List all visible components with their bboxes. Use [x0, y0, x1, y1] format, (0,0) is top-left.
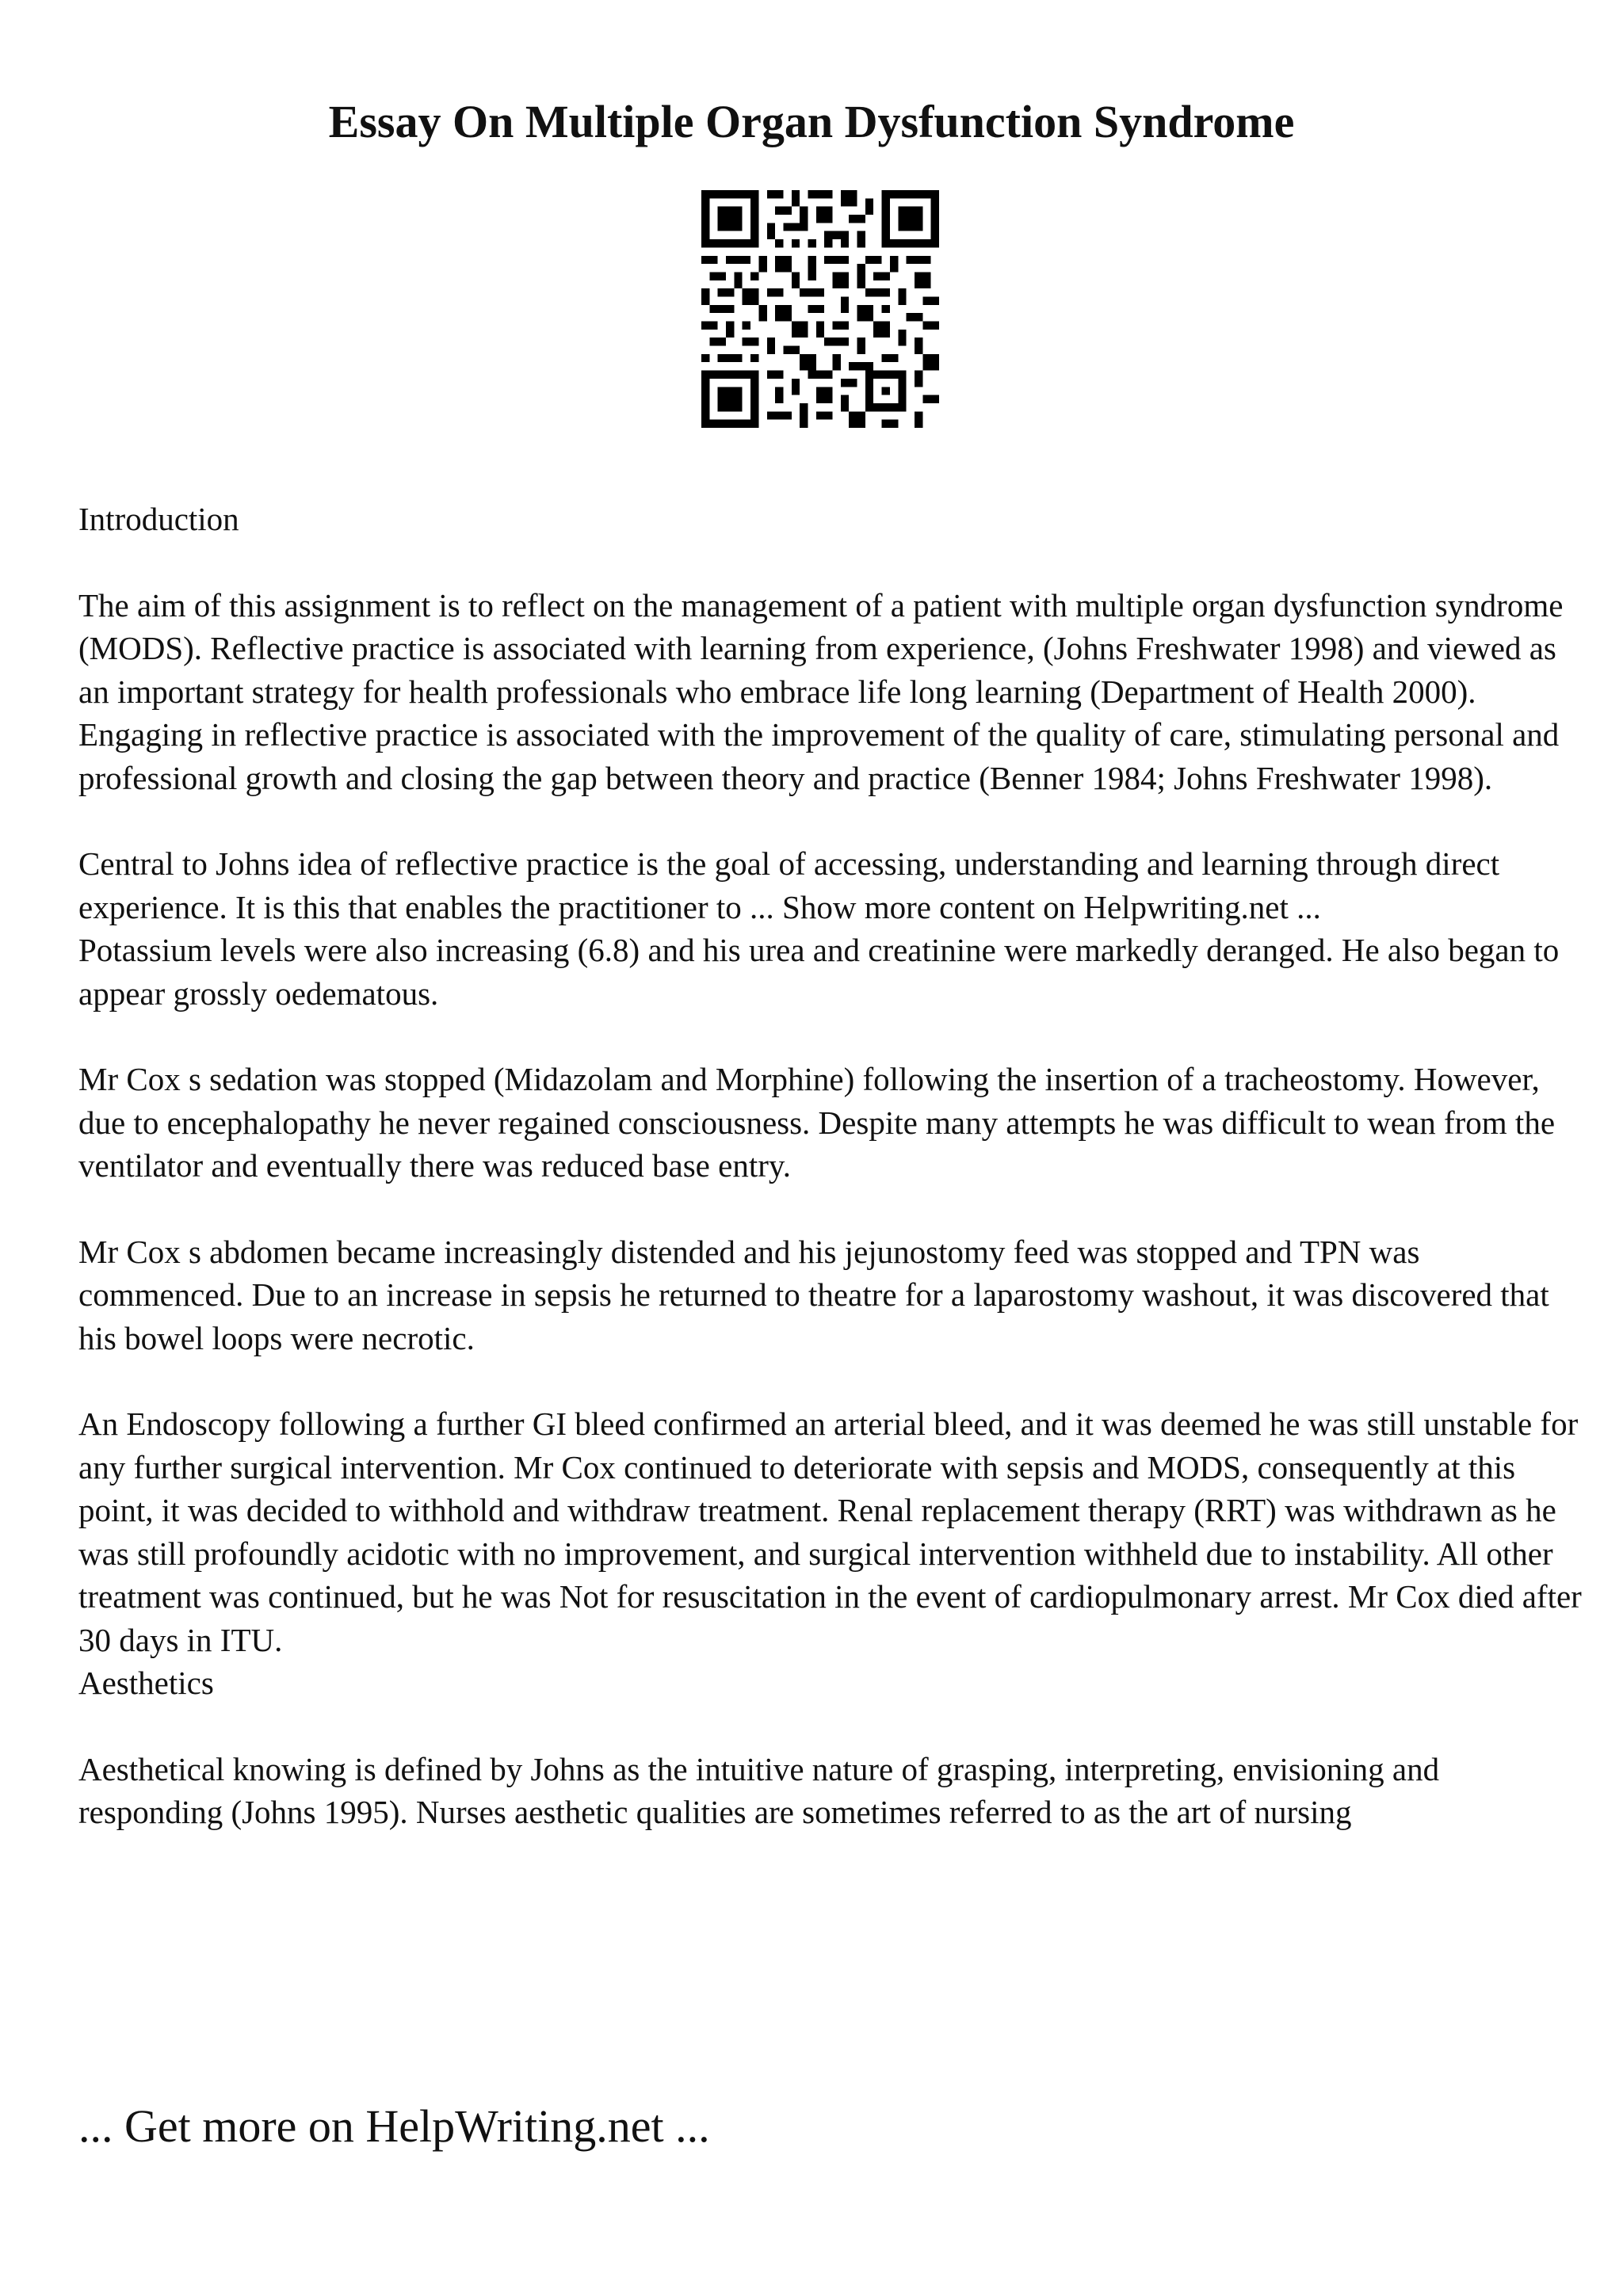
section-heading-introduction: Introduction — [78, 501, 239, 537]
paragraph-2: Central to Johns idea of reflective practice is the goal of accessing, understanding and learning through direct experience. It is this that enables the practitioner to ... Show more content on Helpwriting.net ... — [78, 845, 1500, 925]
paragraph-3: Potassium levels were also increasing (6.8) and his urea and creatinine were markedly deranged. He also began to appear grossly oedematous. — [78, 932, 1560, 1012]
paragraph-7: Aesthetical knowing is defined by Johns as the intuitive nature of grasping, interpreting, envisioning and responding (Johns 1995). Nurses aesthetic qualities are sometimes referred to as the art of nursing — [78, 1750, 1440, 1830]
paragraph-1: The aim of this assignment is to reflect on the management of a patient with multiple organ dysfunction syndrome (MODS). Reflective practice is associated with learning from experience, (Johns Freshwater 1998) and viewed as an important strategy for health professionals who embrace life long learning (Department of Health 2000). Engaging in reflective practice is associated with the improvement of the quality of care, stimulating personal and professional growth and closing the gap between theory and practice (Benner 1984; Johns Freshwater 1998). — [78, 586, 1564, 796]
document-body — [78, 498, 1584, 1834]
paragraph-6: An Endoscopy following a further GI bleed confirmed an arterial bleed, and it was deemed he was still unstable for any further surgical intervention. Mr Cox continued to deteriorate with sepsis and MODS, consequently at this point, it was decided to withhold and withdraw treatment. Renal replacement therapy (RRT) was withdrawn as he was still profoundly acidotic with no improvement, and surgical intervention withheld due to instability. All other treatment was continued, but he was Not for resuscitation in the event of cardiopulmonary arrest. Mr Cox died after 30 days in ITU. — [78, 1405, 1582, 1658]
section-heading-aesthetics: Aesthetics — [78, 1665, 214, 1701]
qr-code-icon — [701, 190, 939, 428]
paragraph-5: Mr Cox s abdomen became increasingly distended and his jejunostomy feed was stopped and TPN was commenced. Due to an increase in sepsis he returned to theatre for a laparostomy washout, it was discovered that his bowel loops were necrotic. — [78, 1233, 1549, 1356]
get-more-link[interactable]: ... Get more on HelpWriting.net ... — [78, 2100, 710, 2152]
document-title: Essay On Multiple Organ Dysfunction Syndrome — [328, 96, 1295, 147]
paragraph-4: Mr Cox s sedation was stopped (Midazolam and Morphine) following the insertion of a tracheostomy. However, due to encephalopathy he never regained consciousness. Despite many attempts he was difficult to wean from the ventilator and eventually there was reduced base entry. — [78, 1061, 1556, 1184]
